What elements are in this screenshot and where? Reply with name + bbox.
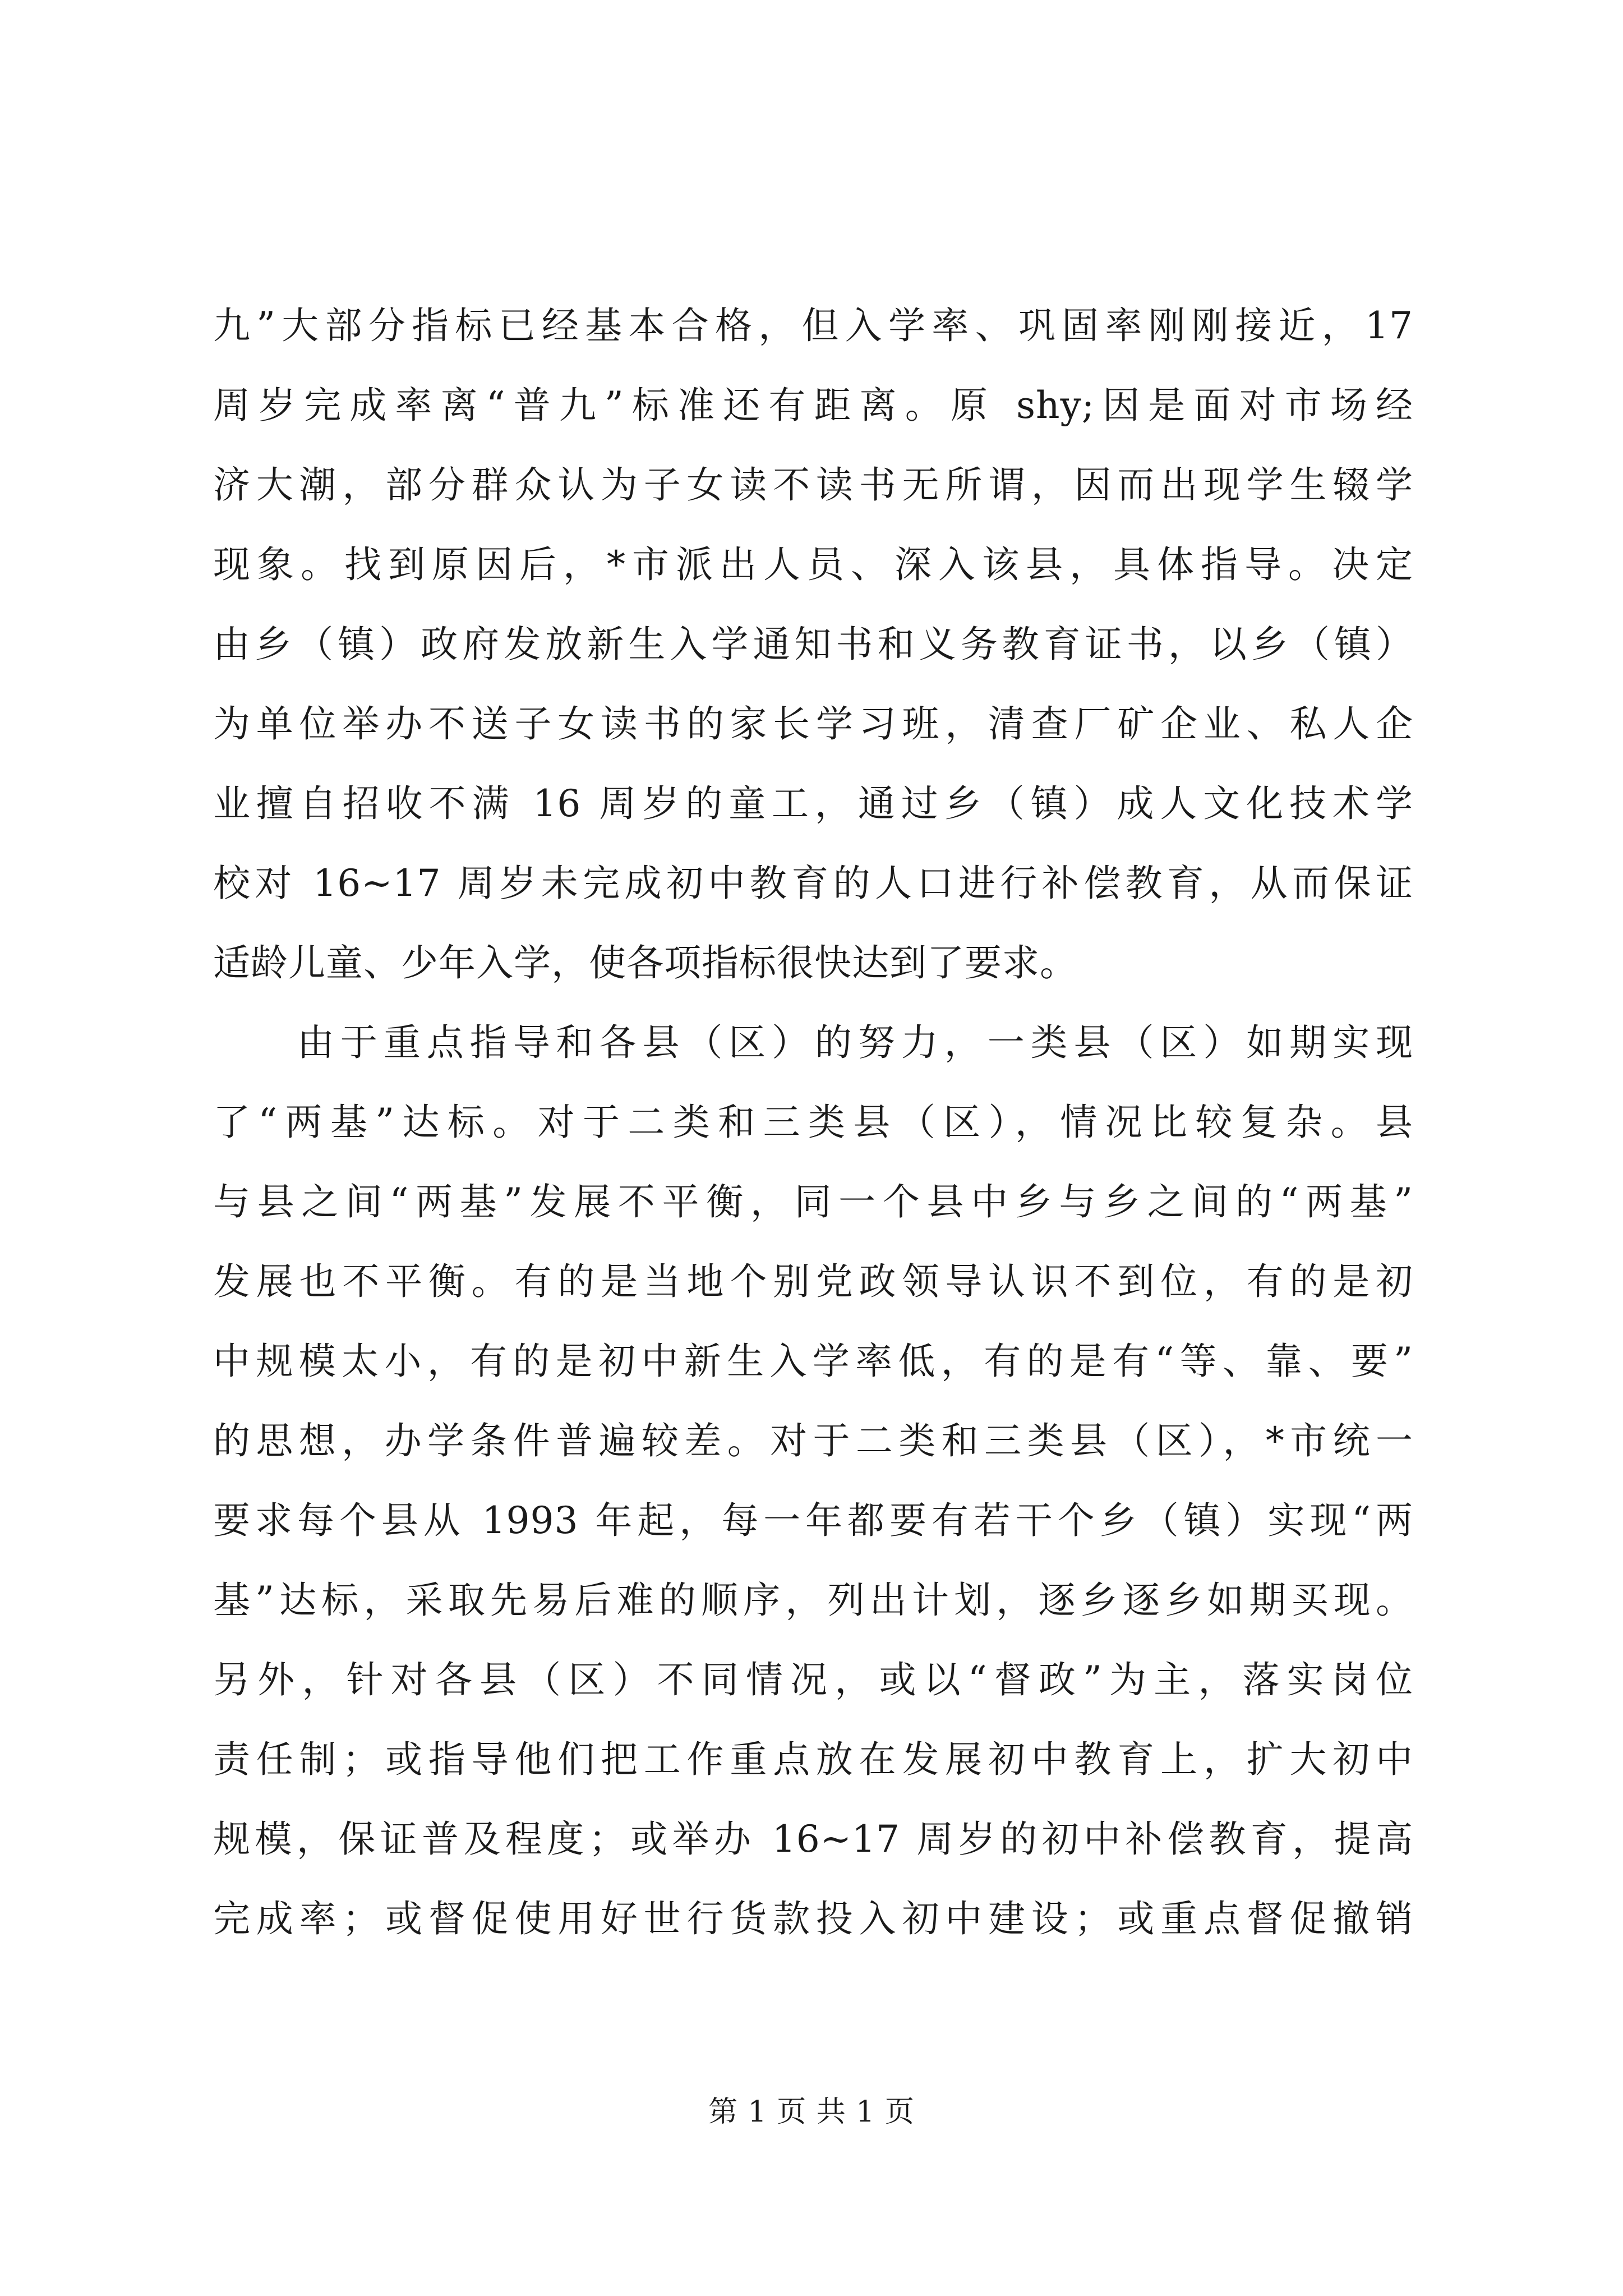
text-line: 另外，针对各县（区）不同情况，或以“督政”为主，落实岗位 xyxy=(213,1658,1413,1701)
text-line: 业擅自招收不满 16 周岁的童工，通过乡（镇）成人文化技术学 xyxy=(213,782,1413,825)
text-line: 要求每个县从 1993 年起，每一年都要有若干个乡（镇）实现“两 xyxy=(213,1499,1413,1542)
text-line: 为单位举办不送子女读书的家长学习班，清查厂矿企业、私人企 xyxy=(213,702,1413,746)
text-line: 规模，保证普及程度；或举办 16~17 周岁的初中补偿教育，提高 xyxy=(213,1818,1413,1861)
text-line: 完成率；或督促使用好世行货款投入初中建设；或重点督促撤销 xyxy=(213,1897,1413,1940)
text-line: 周岁完成率离“普九”标准还有距离。原 shy;因是面对市场经 xyxy=(213,384,1413,427)
text-line: 九”大部分指标已经基本合格，但入学率、巩固率刚刚接近，17 xyxy=(213,304,1413,347)
text-line: 发展也不平衡。有的是当地个别党政领导认识不到位，有的是初 xyxy=(213,1260,1413,1303)
text-line: 由乡（镇）政府发放新生入学通知书和义务教育证书，以乡（镇） xyxy=(213,623,1413,666)
paragraph-start-line: 由于重点指导和各县（区）的努力，一类县（区）如期实现 xyxy=(297,1021,1413,1064)
text-line: 校对 16~17 周岁未完成初中教育的人口进行补偿教育，从而保证 xyxy=(213,862,1413,905)
document-body xyxy=(213,286,1413,1959)
text-line: 与县之间“两基”发展不平衡，同一个县中乡与乡之间的“两基” xyxy=(213,1180,1413,1223)
text-line: 的思想，办学条件普遍较差。对于二类和三类县（区），*市统一 xyxy=(213,1419,1413,1462)
text-line: 济大潮，部分群众认为子女读不读书无所谓，因而出现学生辍学 xyxy=(213,463,1413,507)
text-line: 了“两基”达标。对于二类和三类县（区），情况比较复杂。县 xyxy=(213,1101,1413,1144)
paragraph-end-line: 适龄儿童、少年入学，使各项指标很快达到了要求。 xyxy=(213,941,1077,984)
page-number-footer: 第 1 页 共 1 页 xyxy=(708,2095,915,2129)
text-line: 责任制；或指导他们把工作重点放在发展初中教育上，扩大初中 xyxy=(213,1738,1413,1781)
text-line: 基”达标，采取先易后难的顺序，列出计划，逐乡逐乡如期买现。 xyxy=(213,1579,1413,1622)
text-line: 现象。找到原因后，*市派出人员、深入该县，具体指导。决定 xyxy=(213,543,1413,586)
text-line: 中规模太小，有的是初中新生入学率低，有的是有“等、靠、要” xyxy=(213,1340,1413,1383)
